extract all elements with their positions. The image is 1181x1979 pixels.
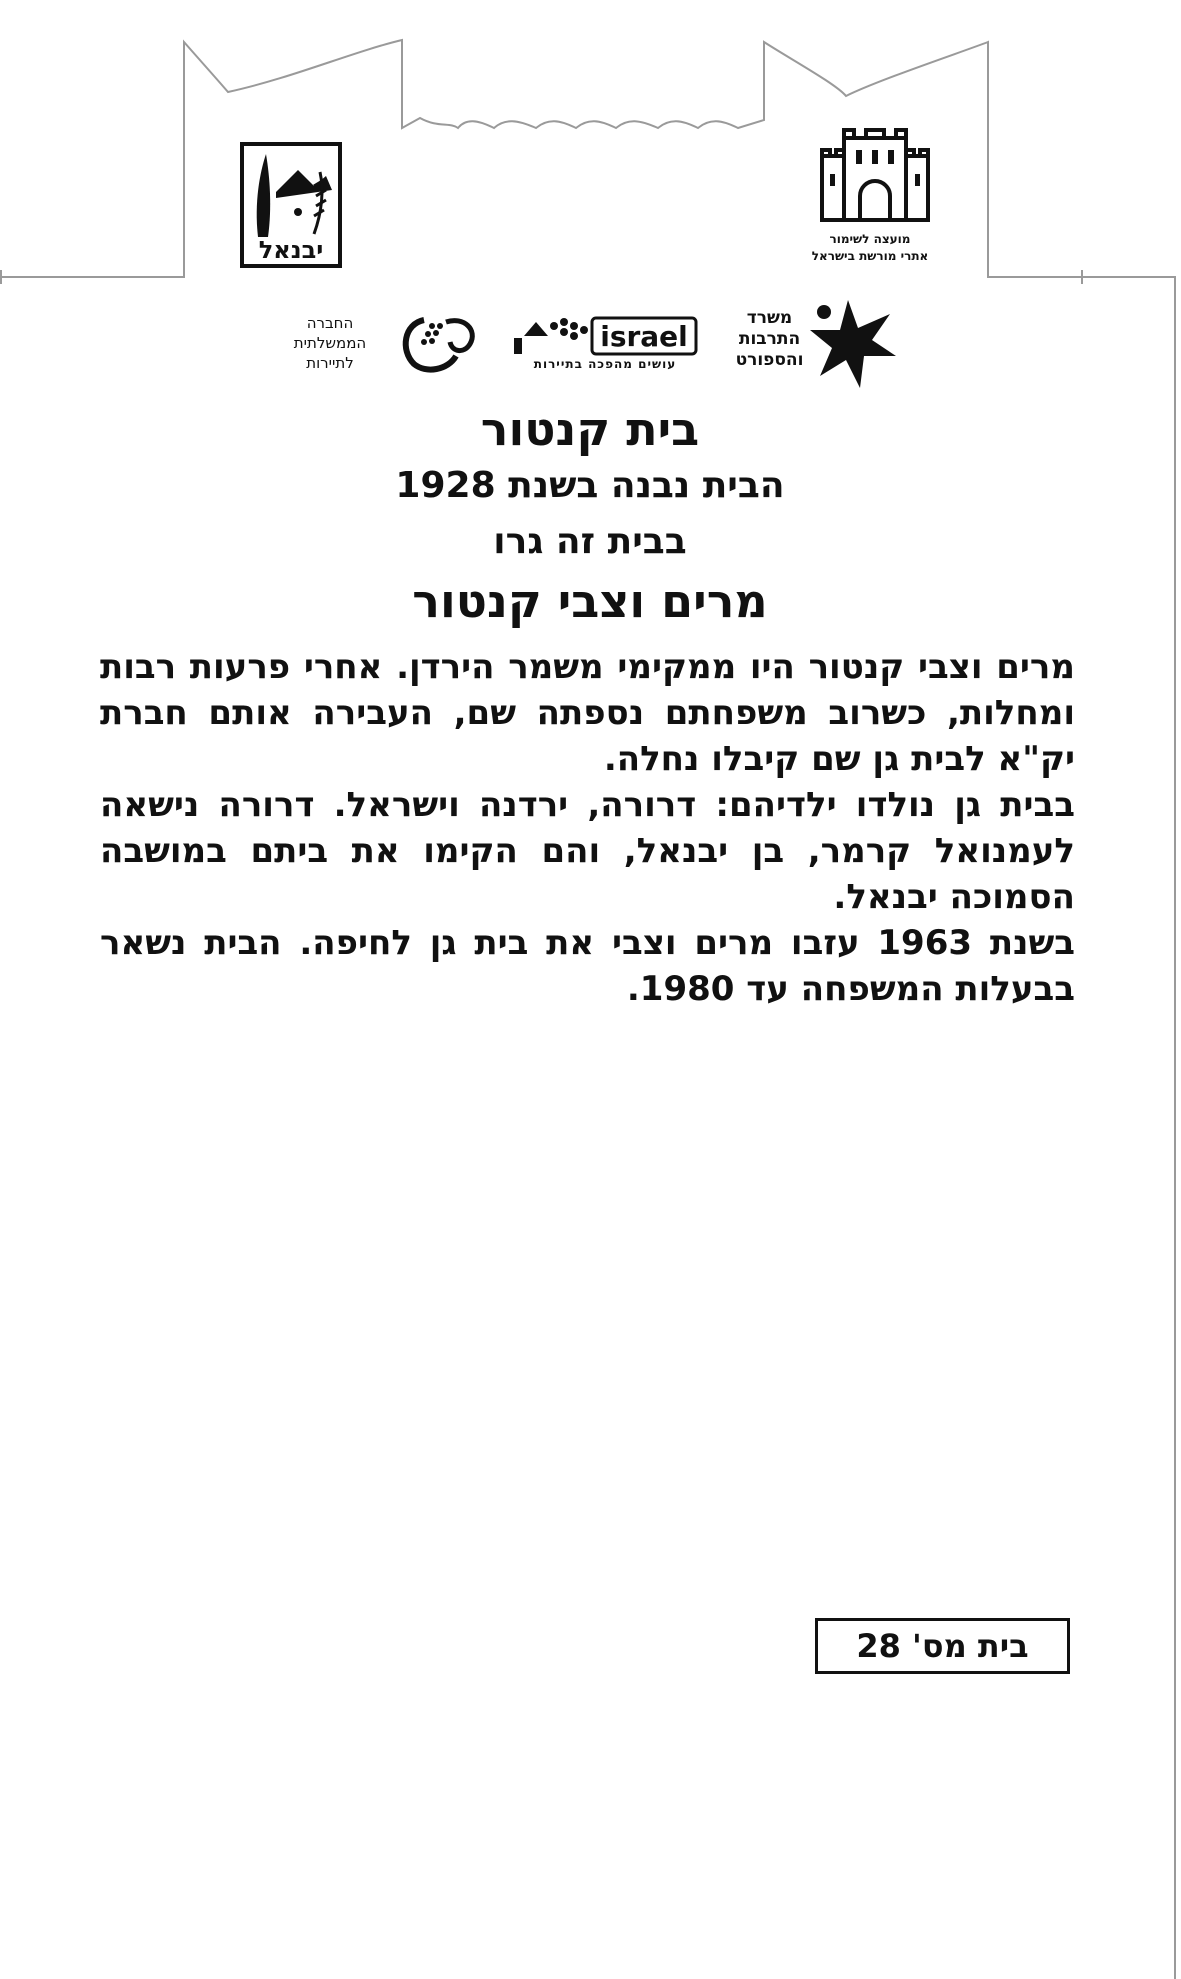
history-paragraph-1: מרים וצבי קנטור היו ממקימי משמר הירדן. אחרי פרעות רבות ומחלות, כשרוב משפחתם נספתה שם, העבירה אותם חברת יק"א לבית גן שם קיבלו נחלה. bbox=[100, 647, 1075, 779]
house-number-box bbox=[815, 1618, 1070, 1674]
israel-tourism-logo bbox=[510, 312, 700, 358]
moc-line-1: משרד bbox=[746, 308, 793, 328]
yavnael-logo-text: יבנאל bbox=[258, 236, 324, 264]
tourism-company-grapes-icon bbox=[398, 312, 478, 374]
heritage-caption-line-1: מועצה לשימור bbox=[829, 232, 911, 246]
culture-ministry-caption bbox=[722, 308, 817, 371]
gov-line-1: החברה bbox=[306, 314, 354, 332]
residents-intro-line: בבית זה גרו bbox=[493, 521, 687, 562]
israel-logo-text: israel bbox=[600, 320, 688, 353]
heritage-council-caption bbox=[780, 231, 960, 265]
heritage-caption-line-2: אתרי מורשת בישראל bbox=[811, 249, 929, 263]
moc-line-3: והספורט bbox=[735, 350, 804, 370]
page-title: בית קנטור bbox=[480, 402, 700, 456]
moc-line-2: התרבות bbox=[738, 329, 801, 349]
heading-block bbox=[250, 400, 930, 632]
built-year-line: הבית נבנה בשנת 1928 bbox=[395, 465, 785, 506]
yavnael-emblem-icon bbox=[240, 142, 342, 268]
tourism-company-caption bbox=[270, 313, 390, 373]
gov-line-3: לתיירות bbox=[306, 354, 354, 372]
culture-ministry-star-icon bbox=[810, 298, 896, 390]
residents-names: מרים וצבי קנטור bbox=[412, 574, 768, 628]
israel-slogan: עושים מהפכה בתיירות bbox=[533, 357, 677, 371]
heritage-castle-icon bbox=[816, 126, 934, 226]
gov-line-2: הממשלתית bbox=[293, 334, 367, 352]
history-paragraph-3: בשנת 1963 עזבו מרים וצבי את בית גן לחיפה. הבית נשאר בבעלות המשפחה עד 1980. bbox=[100, 923, 1075, 1009]
history-text bbox=[100, 644, 1075, 1012]
house-number-label: בית מס' 28 bbox=[856, 1627, 1029, 1665]
history-paragraph-2: בבית גן נולדו ילדיהם: דרורה, ירדנה וישראל. דרורה נישאה לעמנואל קרמר, בן יבנאל, והם הקימו את ביתם במושבה הסמוכה יבנאל. bbox=[100, 785, 1075, 917]
